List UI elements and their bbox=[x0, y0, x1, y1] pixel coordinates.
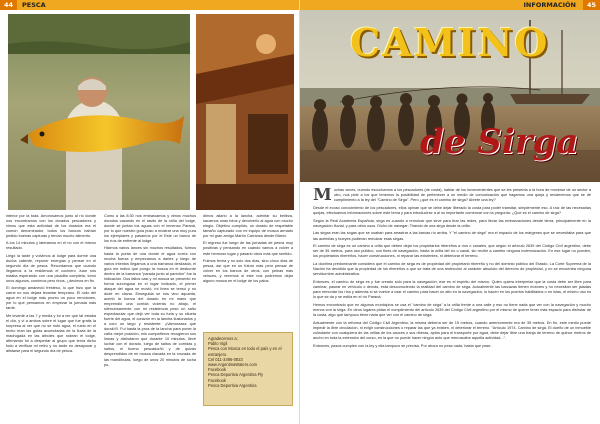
drop-cap: M bbox=[313, 188, 332, 205]
left-text-col-3 bbox=[203, 214, 293, 328]
paragraph: M uchas veces, cuando escuchamos a los pescadores (de costa), hablar de los inconvenientes que se les presenta a la hora de moverse de un sector a otro, nos pide a los que tenemos la posibilidad de pertenecer a un medio de comunicación que hagamos una queja y reclamemos que se dé cumplimiento a la ley del "Camino de Sirga". Pero ¿qué es el camino de sirga? Abrete una ley? bbox=[313, 188, 591, 205]
paragraph: El camino de sirga es un camino a orilla que deben dejar los propietarios ribereños a ríos o canales, que según el artículo 2639 del Código Civil argentino, debe ser de 35 metros, para uso público, con fines de navegación, hasta la orilla del río o canal, sin recibir a cambio ninguna indemnización. En ese lugar no pueden, los propietarios ribereños, hacer construcciones, ni reparar las existentes, ni deteriorar el terreno. bbox=[313, 244, 591, 259]
section-label-left: PESCA bbox=[22, 1, 46, 9]
info-line: Facebook bbox=[208, 377, 226, 383]
info-line: Pesca Deportiva Argentina Fly bbox=[208, 372, 264, 378]
left-text-col-2 bbox=[104, 214, 196, 418]
paragraph: Hemos encontrado que en algunos municipios se usa el "camino de sirga" a la orilla frente a una calle y eso no tiene nada que ver con la navegación y mucho menos con la sirga. En otros lugares pidan el cumplimiento del artículo 2639 del Código Civil argentino por el mismo de querer tener más espacio para disfrutar de la costa, algo que tampoco tiene nada que ver con el camino de sirga. bbox=[313, 302, 591, 318]
article-title-line1: CAMINO bbox=[350, 20, 550, 65]
info-line: Pesca Deportiva Argentina bbox=[208, 382, 257, 388]
paragraph: La doctrina predominante considera que el camino de sirga es de propiedad del propietario ribereño y no del dominio público del Estado. La Corte Suprema de la Nación ha decidido que la propiedad de los ribereños a que se trata de una restricción al carácter absoluto del derecho de propiedad, y no se encuentra ninguna servidumbre administrativa. bbox=[313, 262, 591, 277]
paragraph: Como a las 8:30 nos embarcamos y vimos muchos dorados cazando en el rasito de la orilla del lodge, donde se juntan los aguas con el inmenso Paraná, por lo que nuestro guía puso a mostrar una muy pura los ejemplares y pasamos por el Este un banco de los ríos de enfrente al lodge. bbox=[104, 214, 196, 244]
right-page-header bbox=[300, 0, 600, 10]
paragraph: Actualmente con la reforma del Código Civil Argentino, la misma debería ser de 15 metros, cuando anteriormente era de 35 metros. En fin, este medio puede impedir la libre circulación, ni exigir construcciones o reparar las que ya existen, ni deteriorar el terreno. "Artículo 1974. Camino de sirga. El dueño de un inmueble colindante con cualquiera de las orillas de los cauces o sus riberas, aptos para el transporte por agua, debe dejar libre una franja de terreno de quince metros de ancho en toda la extensión del curso, en la que no puede hacer ningún acto que menoscabe aquella actividad...". bbox=[313, 320, 591, 341]
article-title-line2: de Sirga bbox=[420, 122, 579, 162]
paragraph: Fuimos fecha y no solo dos días, sino cinco días de pesca, así que en un futuro más pero pensar de volver en los barcos de otros, con peleas más veloces, y veremos si este nos podremos dejar alguno mosca en el lodge de los palos. bbox=[203, 258, 293, 283]
info-line: Facebook bbox=[208, 367, 226, 373]
paragraph: interior por la toda. Amorosamos junto al río donde nos encontramos con los dorados pescadores y vimos que esta actividad de los dorados era el común denominador, todos los bancos habían pedido buenas capturas y tenían mucho alimento. bbox=[6, 214, 96, 239]
section-label-right: INFORMACIÓN bbox=[523, 1, 576, 9]
paragraph: Hicimos varios lances sin muchos resultados, fuimos hasta la punta de una donde el agua corría con mucha fuerza y empezamos a darles y luego de varios intentos llegamos a una barranca deslizada, el guía me indicó que pongo la mosca en el desborde dentro de la barranca "parada junto al paredón" fue la indicación. Dos fallos casi y mi mosca se presentó en forma surcingosa en el lugar indicado, el primer ataque del agua se movió, mi línea se tensó y no dudé en clavar. Enseguida se nos vino aquanta, acertó la fuerza del dorado en mi mano que emprendió una corrida violenta río abajo, el silenciosamente con mi resistencia pesó un salto espectacular que dejó ver toda su furia y su silueta fuerte del agua, el corazón en la lancha ilusionados y a coro un largo y resistente: ¡¡Vamosssss que duraló!!!. Fui hasta la proa de la lancha para poner la caña mejor posición, mis compañeros recogieron sus líneas y disfrutaron que durante 10 minutos, llevé luchar con el dorado, luego de saltos de corridas y saltos, el bueno pescador/ló y de quizás desprendidos de mi mosca clavada en la cruzada de las mandíbulas, luego de unos 20 minutos de lucha pu- bbox=[104, 246, 196, 367]
info-line: Pablo Vigil bbox=[208, 341, 228, 347]
article-body bbox=[313, 188, 591, 414]
page-number-right: 45 bbox=[583, 0, 600, 10]
fisherman-dorado-photo bbox=[8, 14, 190, 210]
info-line: Agradecemos a: bbox=[208, 336, 238, 341]
paragraph: Desde el ecoso conocimiento de los pescadores, ellos opinan que se debe dejar liberado la costa para poder transitar, simplemente eso. A raíz de las necesarias quejas, efectuamos informaciones sobre este tema y para introducirse a al os importante comenzar con la pregunta: ¿Que es el camino de sirga? bbox=[313, 205, 591, 215]
paragraph: El domingo amaneció fresteso, lo que hizo que la carne no nos dejara levantar temprano. El rodo del agua en el lodge más pronto un poco remolones, por lo que pensamos en empezar la jornada más tarde. bbox=[6, 286, 96, 311]
page-number-left: 44 bbox=[0, 0, 17, 10]
paragraph: Según la Real Academia Española, sirga es cuando a remolcar que sirve para tirar las redes, para llevar las embarcaciones desde tierra, principalmente en la navegación fluvial, y para otros usos. Dícho de navegar: Tirando de una sirga desde la orilla. bbox=[313, 218, 591, 228]
left-text-col-1 bbox=[6, 214, 96, 418]
info-line: www.ArgentinaWaters.com bbox=[208, 362, 257, 368]
paragraph: Me levanté a las 7 y media y fui a ver que tal estaba el día, y vi a ambos sobre el lugar que fue gratis la sorpresa al ver que no se notó agua, el ruido en el techo eran las gotas acumuladas de la lluvia de la madrugada en las árboles que rodean el lodge, afirmando fui a despertar al grupo que tenía dicho todo a verificar mi retiro y no tarde en desayunar y alistarse para el segundo día de pesca. bbox=[6, 313, 96, 353]
info-line: Cel 011-3496-0823 bbox=[208, 356, 243, 362]
left-page-header bbox=[0, 0, 300, 10]
paragraph: Las sirgas eran las sogas que se usaban para arrastrar a las barcas río arriba. Y "el camino de sirga" era el espacio de los márgenes que se necesitaba para que las acémilas y bueyes pudieran remolcar esas sirgas. bbox=[313, 231, 591, 241]
info-line: Pesca con Mosca en todo el país y en el extranjero. bbox=[208, 346, 282, 357]
towpath-hero-image bbox=[300, 10, 600, 182]
paragraph: Entonces, el camino de sirga es y fue creado sólo para la navegación, ese es el espíritu del mismo. Quien quiera interpretar que la costa debe ser libre para caminar, pasear en vehículo o demás, está desconociendo la realidad del camino de sirga. Actualmente las barcazas tienen motores y no necesitan ser jaladas para remontar los ríos y además si se vuelve a usar el camino para hacer un alto en la navegación, lo hacen en los puertos habilitados o en islas, el mismo uso es lo que se da y se estila en el río Paraná. bbox=[313, 279, 591, 300]
paragraph: Entonces, pasos cumplen con la ley y ella tampoco se precisa. Por ahora no pesa nada, hasta que pase. bbox=[313, 343, 492, 348]
paragraph: El regreso fue luego de las jornadas de pesca muy positivas y pensando en cuándo vamos a volver a este hermoso lugar y pasarlo otros más que sentido. bbox=[203, 241, 293, 256]
lodge-photo bbox=[196, 14, 294, 210]
paragraph: dimos aliarlo a la lancha, admirar su belleza, sacarnos unas fotos y devolverlo al agua con mucho elegio. Objetivo cumplido, un dorado de respetable tamaño capturado con mi equipo de mosca armado por mi gran amigo Martín Carranza desde Miami. bbox=[203, 214, 293, 239]
acknowledgement-box bbox=[203, 332, 293, 406]
paragraph: A los 14 minutos y lateramos en el río con el mismo resultado. bbox=[6, 241, 96, 251]
right-page bbox=[300, 0, 600, 424]
paragraph: Llegó la tarde y volvimos al lodge para dormir una ducha caliente, reponer energías y pensar en el segundo día de pesca. Recordamos que cuando llegamos a la residencia el cocinero Juan nos estaba esperando con una picadita completa, tomó unos algunos, comimos pero rinos, ¿decimos en fin. bbox=[6, 253, 96, 283]
